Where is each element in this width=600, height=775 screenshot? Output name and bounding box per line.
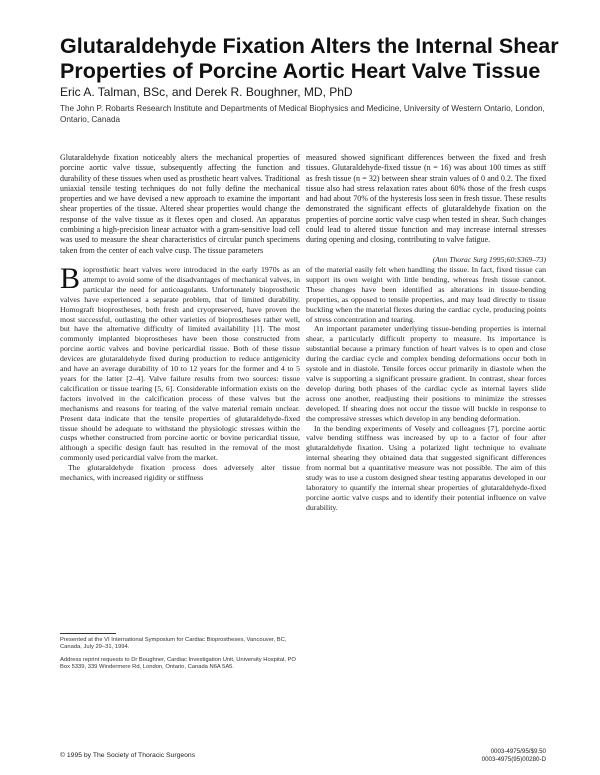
journal-citation: (Ann Thorac Surg 1995;60:S369–73) (432, 255, 546, 264)
footnote-reprint: Address reprint requests to Dr Boughner, Cardiac Investigation Unit, University Hospital, PO Box 5339, 339 Windermere Rd, London, Ontario, Canada N6A 5A5. (60, 656, 296, 671)
body-paragraph (60, 262, 300, 463)
footnotes (60, 637, 300, 677)
body-left-column (60, 262, 300, 483)
footnote-presented: Presented at the VI International Symposium for Cardiac Bioprostheses, Vancouver, BC, Canada, July 29–31, 1994. (60, 637, 287, 651)
body-paragraph: The glutaraldehyde fixation process does adversely alter tissue mechanics, with increased rigidity or stiffness (60, 463, 300, 483)
body-paragraph-text: ioprosthetic heart valves were introduced in the early 1970s as an attempt to avoid some of the disadvantages of mechanical valves, in particular the need for anticoagulants. Unfortunately bioprosthetic valves have experienced a separate problem, that of limited durability. Homograft bioprostheses, both fresh and cryopreserved, have proven the most successful, outlasting the other varieties of bioprostheses rather well, but have the alternative difficulty of limited availability [1]. The most commonly implanted bioprostheses have been those constructed from porcine aortic valves and bovine pericardial tissue. Both of these tissue devices are glutaraldehyde fixed during production to reduce antigenicity and have an average durability of 10 to 12 years for the former and 4 to 5 years for the latter [2–4]. Valve failure results from two sources: tissue calcification or tissue tearing [5, 6]. Considerable information exists on the factors involved in the calcification process of these valves but the mechanisms and reasons for tearing of the valve material remain unclear. Present data indicate that the tensile properties of glutaraldehyde-fixed tissue should be adequate to withstand the physiologic stresses within the cusps whether constructed from porcine aortic or bovine pericardial tissue, although a specific design fault has resulted in the removal of the most commonly used pericardial valve from the market. (60, 265, 300, 463)
abstract-right-column: measured showed significant differences between the fixed and fresh tissues. Glutaraldehyde-fixed tissue (n = 16) was about 100 times as stiff as fresh tissue (n = 32) between shear strain values of 0 and 0.2. The fixed tissue also had stress relaxation rates about 60% those of the fresh cusps and had about 70% of the hysteresis loss seen in fresh tissue. These results demonstrated the significant effects of glutaraldehyde fixation on the properties of porcine aortic valve cusp when tested in shear. Such changes could lead to altered tissue function and may increase internal stresses during opening and closing, contributing to valve fatigue. (306, 153, 546, 245)
body-right-column (306, 265, 546, 513)
body-paragraph: In the bending experiments of Vesely and colleagues [7], porcine aortic valve bending stiffness was increased by up to a factor of four after glutaraldehyde fixation. Using a polarized light technique to evaluate internal shearing they obtained data that suggested significant differences from normal but a quantitative measure was not possible. The aim of this study was to use a custom designed shear testing apparatus developed in our laboratory to quantify the internal shear properties of glutaraldehyde-fixed porcine aortic valve cusps and to identify their potential influence on valve durability. (306, 423, 546, 512)
issn-price: 0003-4975/95/$9.50 (490, 748, 546, 755)
body-paragraph: An important parameter underlying tissue-bending properties is internal shear, a particularly difficult property to measure. Its importance is substantial because a primary function of heart valves is to open and close during the cardiac cycle and complex bending deformations occur both in systole and in diastole. Tensile forces occur primarily in diastole when the valve is supporting a significant pressure gradient. In contrast, shear forces develop during both phases of the cardiac cycle as internal layers slide across one another, readjusting their positions to minimize the stresses developed. If shearing does not occur the tissue will buckle in response to the compressive stresses which develop in any bending deformation. (306, 324, 546, 423)
abstract-left-column: Glutaraldehyde fixation noticeably alters the mechanical properties of porcine aortic valve tissue, subsequently affecting the function and durability of these tissues when used as prosthetic heart valves. Traditional uniaxial tensile testing techniques do not fully define the mechanical properties and we have devised a new approach to examine the important shear properties of the tissue. Altered shear properties would change the response of the valve tissue as it flexes open and closed. An apparatus combining a high-precision linear actuator with a gram-sensitive load cell was used to measure the shear characteristics of circular punch specimens taken from the center of each valve cusp. The tissue parameters (60, 153, 300, 255)
drop-cap: B (60, 262, 81, 295)
body-paragraph: of the material easily felt when handling the tissue. In fact, fixed tissue can support its own weight with little bending, whereas fresh tissue cannot. These changes have been identified as alterations in tissue-bending properties, as opposed to tensile properties, and may lead directly to tissue buckling when the material flexes during the cardiac cycle, producing points of stress concentration and tearing. (306, 265, 546, 324)
footnote-divider (60, 633, 116, 634)
copyright-notice: © 1995 by The Society of Thoracic Surgeons (60, 752, 196, 759)
author-list: Eric A. Talman, BSc, and Derek R. Boughner, MD, PhD (60, 85, 353, 99)
issn-block (420, 748, 546, 764)
author-affiliation: The John P. Robarts Research Institute and Departments of Medical Biophysics and Medicine, University of Western Ontario, London, Ontario, Canada (60, 104, 545, 124)
paper-title: Glutaraldehyde Fixation Alters the Internal Shear Properties of Porcine Aortic Heart Valve Tissue (60, 34, 559, 83)
issn-pii: 0003-4975(95)00280-D (481, 756, 546, 763)
